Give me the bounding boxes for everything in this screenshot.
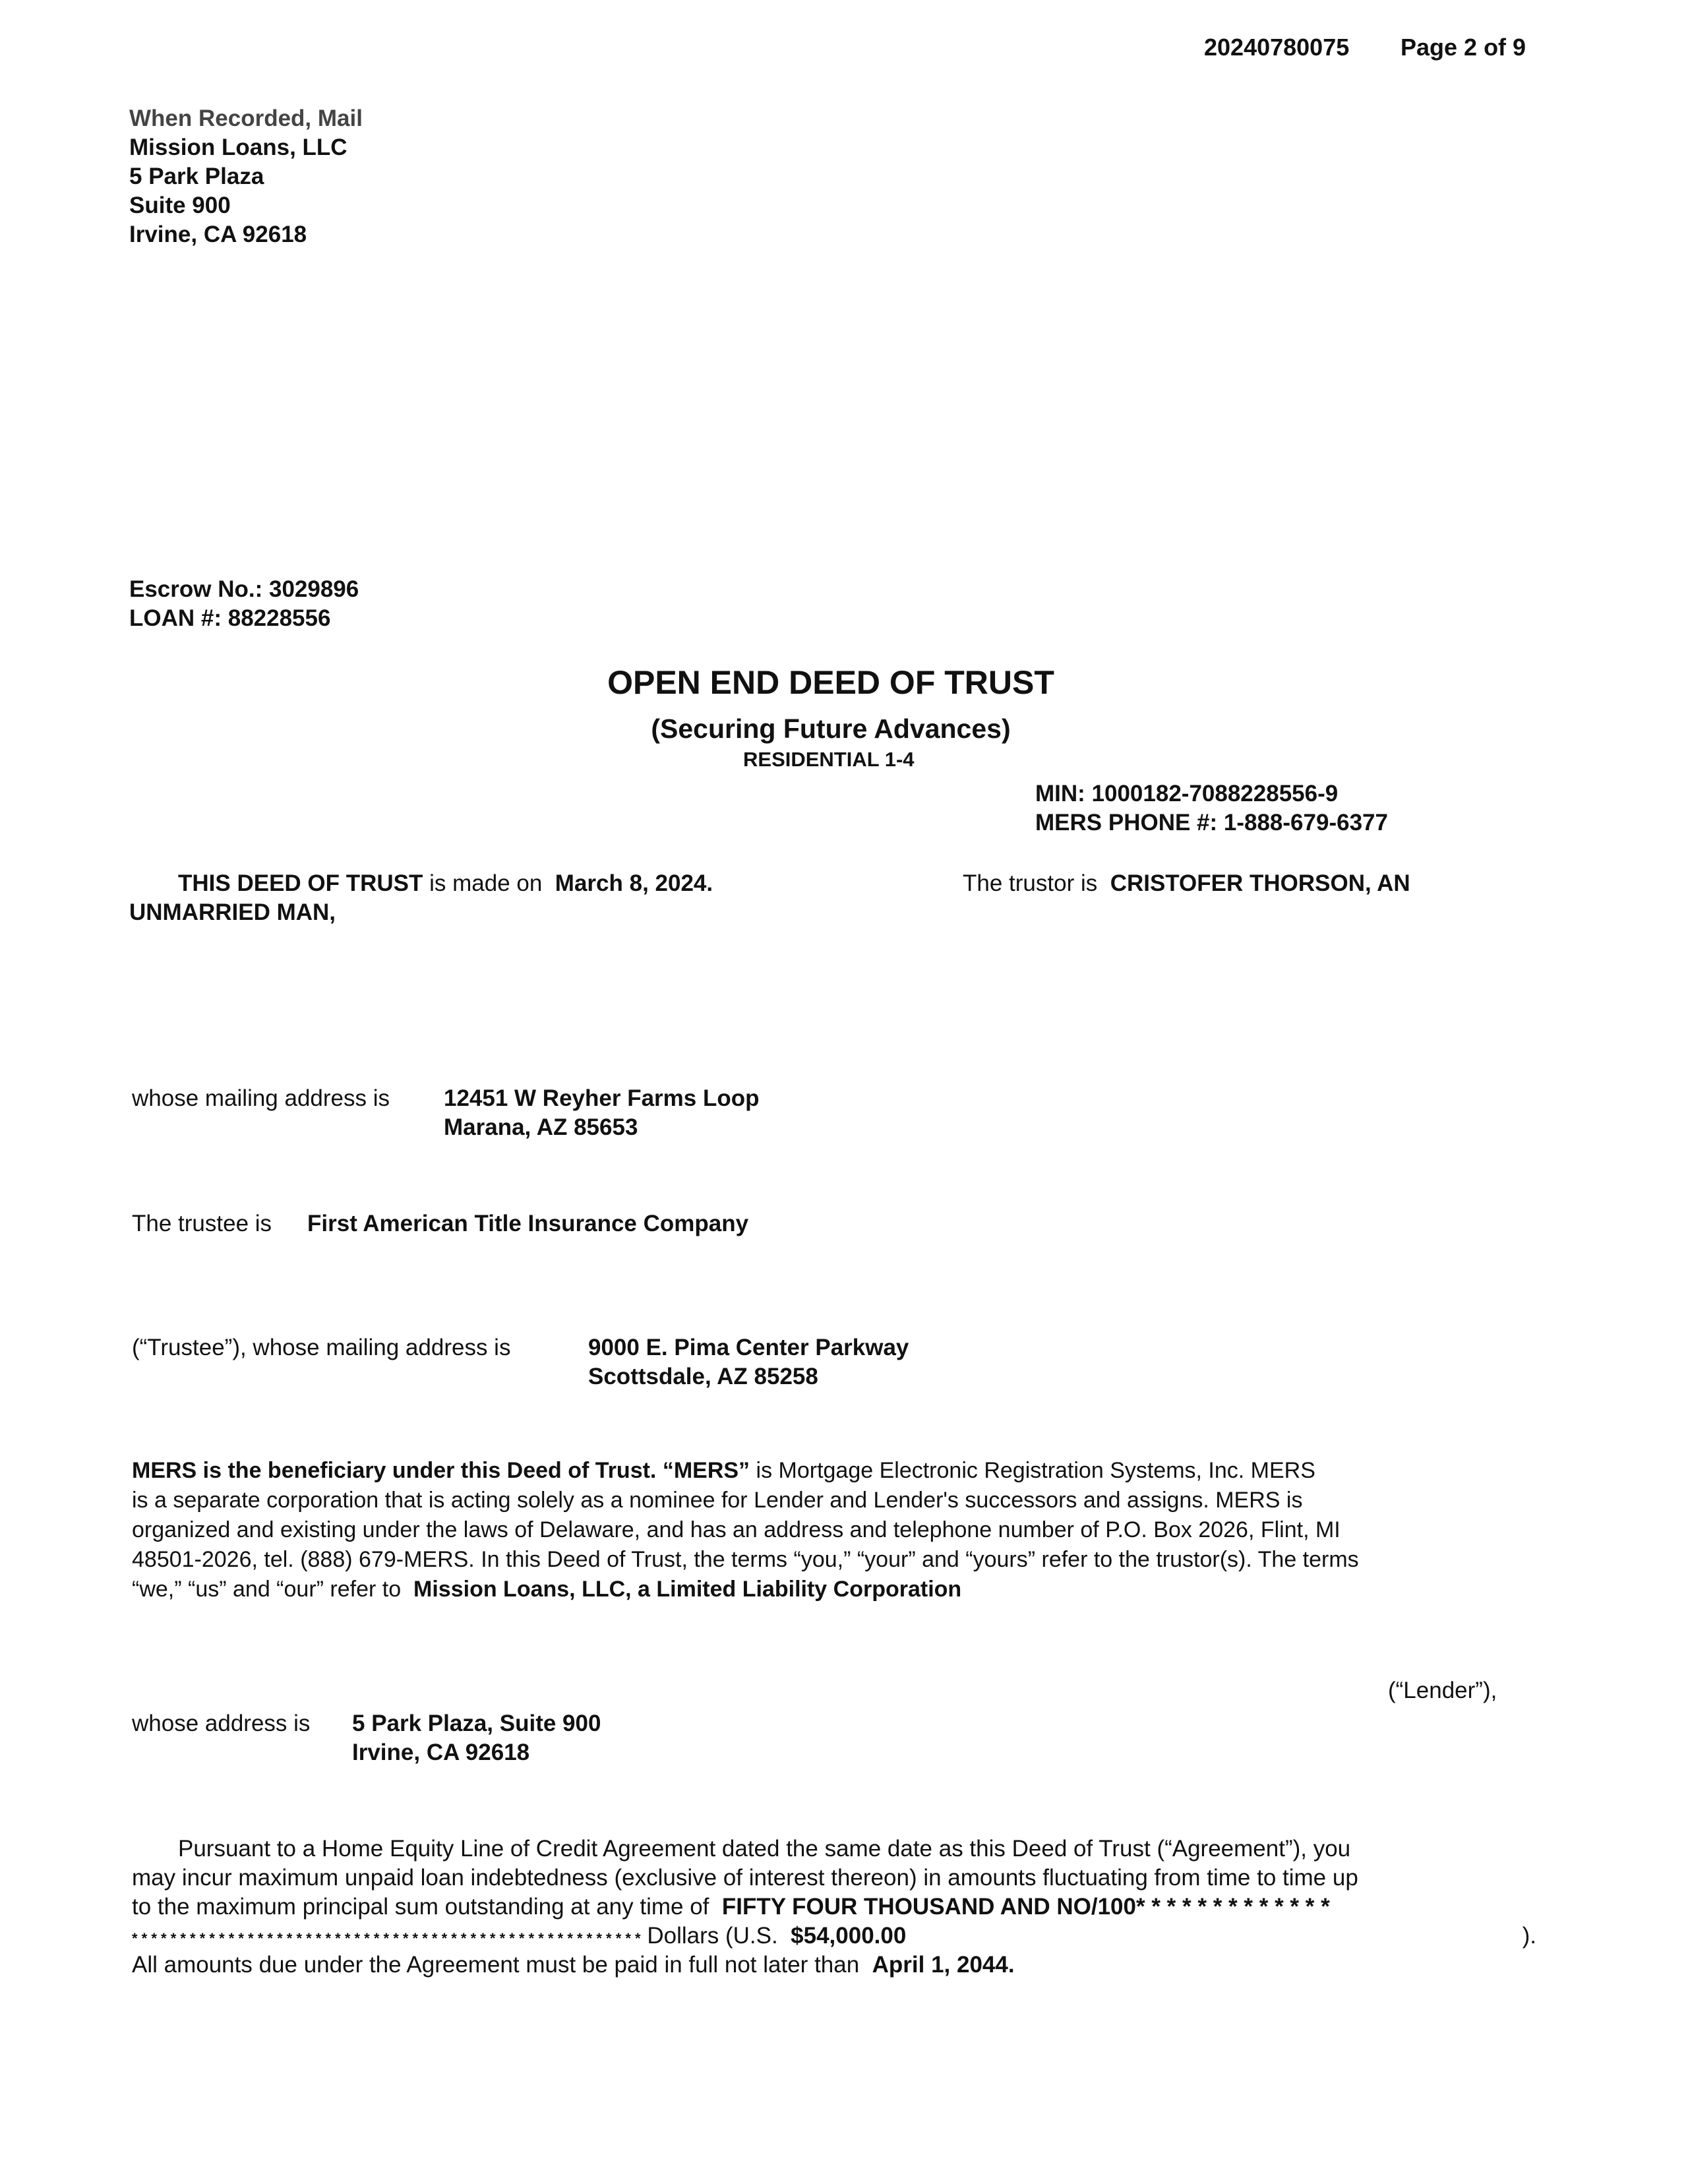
return-address-city: Irvine, CA 92618 <box>129 222 307 247</box>
maturity-date: April 1, 2044. <box>872 1952 1015 1978</box>
trustee-address-line1: 9000 E. Pima Center Parkway <box>588 1335 909 1360</box>
trustor-label: The trustor is <box>963 870 1104 896</box>
intro-lead: THIS DEED OF TRUST <box>178 870 423 896</box>
intro-text: is made on <box>423 870 549 896</box>
principal-amount-words: FIFTY FOUR THOUSAND AND NO/100 <box>721 1894 1136 1920</box>
document-title: OPEN END DEED OF TRUST <box>607 664 1054 701</box>
lender-tag: (“Lender”), <box>1388 1678 1497 1703</box>
mers-line-1: MERS is the beneficiary under this Deed of Trust. “MERS” is Mortgage Electronic Registration Systems, Inc. MERS <box>132 1458 1315 1483</box>
return-address-name: Mission Loans, LLC <box>129 135 347 160</box>
mers-line-5: “we,” “us” and “our” refer to Mission Loans, LLC, a Limited Liability Corporation <box>132 1577 962 1602</box>
cut-off-text-line: When Recorded, Mail <box>129 106 363 131</box>
trustor-line <box>963 869 1410 898</box>
mers-line-4: 48501-2026, tel. (888) 679-MERS. In this Deed of Trust, the terms “you,” “your” and “yours” refer to the trustor(s). The terms <box>132 1547 1359 1572</box>
min-number: MIN: 1000182-7088228556-9 <box>1035 781 1339 806</box>
mers-line-3: organized and existing under the laws of Delaware, and has an address and telephone number of P.O. Box 2026, Flint, MI <box>132 1517 1341 1542</box>
trustor-address-line1: 12451 W Reyher Farms Loop <box>444 1085 760 1111</box>
lender-name: Mission Loans, LLC, a Limited Liability Corporation <box>413 1577 962 1602</box>
agreement-line-5: All amounts due under the Agreement must be paid in full not later than April 1, 2044. <box>132 1952 1015 1978</box>
lender-address-line1: 5 Park Plaza, Suite 900 <box>352 1711 601 1736</box>
trustee-address-line2: Scottsdale, AZ 85258 <box>588 1364 818 1389</box>
document-subtitle: (Securing Future Advances) <box>651 713 1011 744</box>
agreement-line-3: to the maximum principal sum outstanding at any time of FIFTY FOUR THOUSAND AND NO/100* * * * * * * * * * * * * <box>132 1894 1330 1920</box>
return-address-street: 5 Park Plaza <box>129 164 264 189</box>
principal-amount: $54,000.00 <box>791 1923 907 1949</box>
agreement-line-4: * * * * * * * * * * * * * * * * * * * * * * * * * * * * * * * * * * * * * * * * * * * * * * * * * * * * * Dollars (U.S. $54,000.00 ). <box>132 1923 1536 1949</box>
mers-line-2: is a separate corporation that is acting solely as a nominee for Lender and Lender's successors and assigns. MERS is <box>132 1488 1303 1513</box>
loan-number: LOAN #: 88228556 <box>129 605 331 631</box>
trustee-name: First American Title Insurance Company <box>307 1211 749 1236</box>
lender-address-line2: Irvine, CA 92618 <box>352 1740 530 1765</box>
mers-phone: MERS PHONE #: 1-888-679-6377 <box>1035 810 1388 835</box>
agreement-line-1: Pursuant to a Home Equity Line of Credit Agreement dated the same date as this Deed of Trust (“Agreement”), you <box>178 1836 1351 1862</box>
recording-number: 20240780075 <box>1204 34 1350 61</box>
intro-line <box>178 869 713 898</box>
trustor-name-continued: UNMARRIED MAN, <box>129 899 336 925</box>
trustor-name: CRISTOFER THORSON, AN <box>1110 870 1410 896</box>
deed-date: March 8, 2024. <box>555 870 713 896</box>
trustor-address-line2: Marana, AZ 85653 <box>444 1114 638 1140</box>
lender-address-label: whose address is <box>132 1711 311 1736</box>
agreement-line-2: may incur maximum unpaid loan indebtedness (exclusive of interest thereon) in amounts fluctuating from time to time up <box>132 1865 1358 1891</box>
escrow-number: Escrow No.: 3029896 <box>129 576 359 602</box>
mers-paragraph <box>132 1456 1536 1604</box>
trustor-address-label: whose mailing address is <box>132 1085 390 1111</box>
trustee-address-label: (“Trustee”), whose mailing address is <box>132 1335 511 1360</box>
trustee-label: The trustee is <box>132 1211 272 1236</box>
property-type: RESIDENTIAL 1-4 <box>743 748 915 771</box>
return-address-suite: Suite 900 <box>129 193 231 218</box>
page-number: Page 2 of 9 <box>1401 34 1526 61</box>
